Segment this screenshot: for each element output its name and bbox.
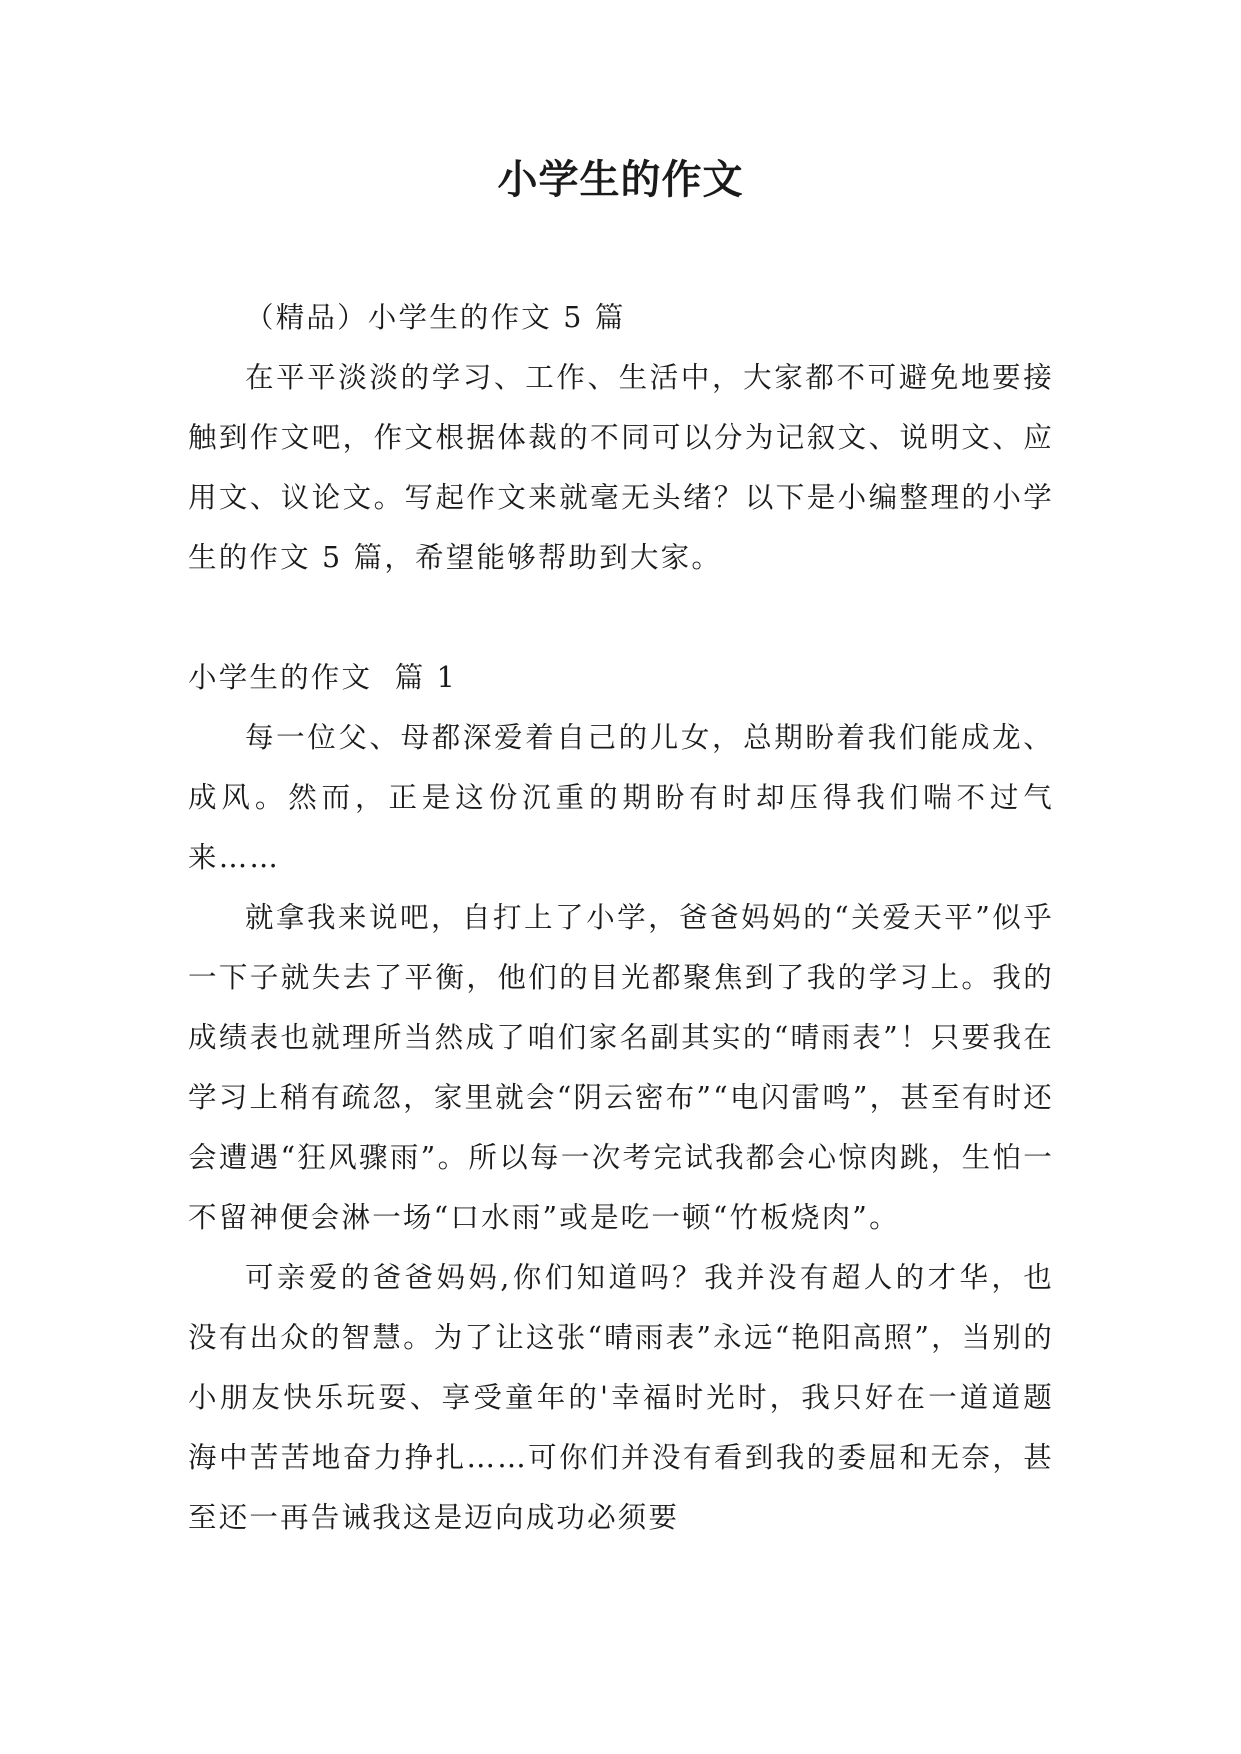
section-1-paragraph-3: 可亲爱的爸爸妈妈,你们知道吗？我并没有超人的才华，也没有出众的智慧。为了让这张“晴雨表”永远“艳阳高照”，当别的小朋友快乐玩耍、享受童年的'幸福时光时，我只好在一道道题海中苦苦地奋力挣扎……可你们并没有看到我的委屈和无奈，甚至还一再告诫我这是迈向成功必须要: [188, 1261, 1054, 1534]
intro-paragraph: 在平平淡淡的学习、工作、生活中，大家都不可避免地要接触到作文吧，作文根据体裁的不同可以分为记叙文、说明文、应用文、议论文。写起作文来就毫无头绪？以下是小编整理的小学生的作文 5 篇，希望能够帮助到大家。: [188, 361, 1054, 574]
section-spacer: [188, 588, 1054, 648]
document-title: 小学生的作文: [497, 157, 744, 203]
section-1-paragraph-1: 每一位父、母都深爱着自己的儿女，总期盼着我们能成龙、成风。然而，正是这份沉重的期盼有时却压得我们喘不过气来……: [188, 721, 1054, 874]
intro-heading: （精品）小学生的作文 5 篇: [245, 301, 626, 334]
section-1-paragraph-2: 就拿我来说吧，自打上了小学，爸爸妈妈的“关爱天平”似乎一下子就失去了平衡，他们的目光都聚焦到了我的学习上。我的成绩表也就理所当然成了咱们家名副其实的“晴雨表”！只要我在学习上稍有疏忽，家里就会“阴云密布”“电闪雷鸣”，甚至有时还会遭遇“狂风骤雨”。所以每一次考完试我都会心惊肉跳，生怕一不留神便会淋一场“口水雨”或是吃一顿“竹板烧肉”。: [188, 901, 1054, 1234]
section-1-heading: 小学生的作文 篇 1: [188, 661, 458, 694]
document-body: [188, 288, 1054, 1548]
